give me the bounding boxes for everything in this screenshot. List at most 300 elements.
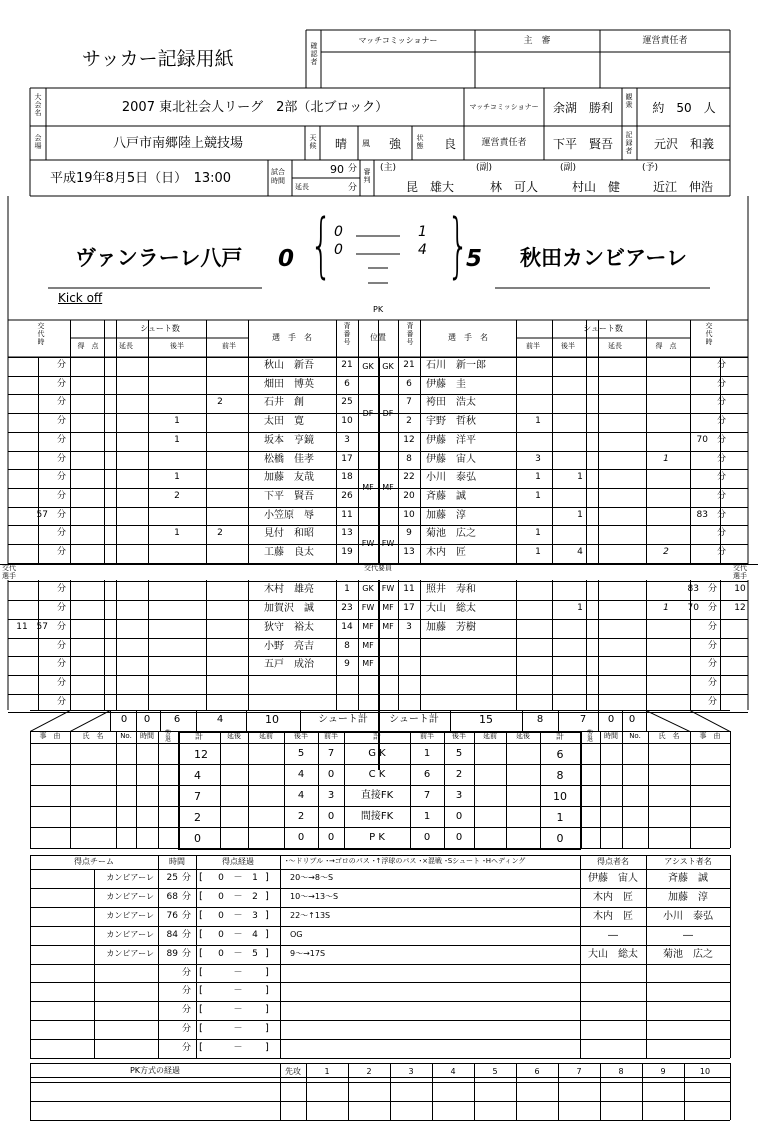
away-set-piece-total: 10 xyxy=(553,790,567,803)
wind-value: 強 xyxy=(388,137,402,151)
grid-line xyxy=(160,710,161,731)
grid-line xyxy=(30,1039,730,1040)
weather-value: 晴 xyxy=(334,137,348,151)
grid-line xyxy=(516,320,517,710)
away-second-half: 4 xyxy=(418,242,427,258)
grid-line xyxy=(622,731,623,848)
home-set-piece-second: 2 xyxy=(297,811,305,822)
away-sub-position: FW xyxy=(381,584,395,593)
away-sub-minute: 分 xyxy=(716,528,726,538)
away-shots-first: 1 xyxy=(535,491,541,501)
bracket-close: ] xyxy=(265,985,269,996)
grid-line xyxy=(300,710,301,731)
home-set-piece-total: 0 xyxy=(194,832,201,845)
bracket-close: ] xyxy=(265,1004,269,1015)
away-set-piece-second: 5 xyxy=(455,748,463,759)
home-total-second: 6 xyxy=(173,714,181,725)
grid-line xyxy=(30,1077,730,1078)
score-dash: － xyxy=(233,968,243,978)
away-first-header-stats: 前半 xyxy=(420,732,434,740)
grid-line xyxy=(148,320,149,710)
bracket-open: [ xyxy=(199,1042,203,1053)
away-shots-header: シュート数 xyxy=(583,324,623,333)
set-piece-label: P K xyxy=(369,832,385,843)
home-set-piece-first: 7 xyxy=(327,748,335,759)
right-brace: } xyxy=(447,204,470,286)
home-shots-first: 2 xyxy=(217,397,223,407)
score-dash: － xyxy=(233,873,243,883)
away-shots-first: 1 xyxy=(535,472,541,482)
home-player-number: 13 xyxy=(341,528,353,538)
commissioner-label: マッチコミッショナー xyxy=(469,103,539,111)
goal-scorer: 伊藤 宙人 xyxy=(588,873,638,884)
grid-line xyxy=(110,710,111,731)
away-set-piece-total: 0 xyxy=(556,832,564,845)
grid-line xyxy=(280,855,281,1058)
home-set-piece-total: 2 xyxy=(194,811,201,824)
home-shots-total: 10 xyxy=(265,713,279,726)
bracket-close: ] xyxy=(265,948,269,959)
away-total-ext2: 0 xyxy=(628,714,636,725)
condition-label: 状態 xyxy=(416,134,424,150)
home-sub-out-number: 11 xyxy=(16,622,28,632)
away-goals: 1 xyxy=(663,454,669,464)
away-player-name: 斉藤 誠 xyxy=(426,491,466,502)
manager-name: 下平 賢吾 xyxy=(552,137,614,151)
away-position-label: FW xyxy=(381,539,395,548)
pk-kick-number: 5 xyxy=(492,1067,498,1076)
goal-description: 22～↑13S xyxy=(290,911,331,920)
competition-name: 2007 東北社会人リーグ 2部（北ブロック） xyxy=(121,100,389,115)
competition-label: 大会名 xyxy=(34,93,42,117)
home-second-header: 後半 xyxy=(170,342,184,350)
home-player-number: 21 xyxy=(341,360,353,370)
incident-header: 事 由 xyxy=(39,732,61,740)
home-shots-header: シュート数 xyxy=(140,324,180,333)
goal-scorer: 大山 総太 xyxy=(588,949,638,960)
home-set-piece-second: 4 xyxy=(297,790,305,801)
grid-line xyxy=(136,710,137,731)
away-shots-second: 4 xyxy=(577,547,583,557)
center-header: 計 xyxy=(373,732,381,741)
home-sub-number: 1 xyxy=(344,584,350,594)
minute-unit: 分 xyxy=(182,873,192,883)
grid-line xyxy=(646,338,647,357)
minute-unit: 分 xyxy=(182,968,192,978)
goal-description: 10～→13～S xyxy=(290,892,339,901)
grid-line xyxy=(586,320,587,710)
pk-kick-number: 1 xyxy=(324,1067,330,1076)
away-set-piece-second: 2 xyxy=(455,769,463,780)
grid-line xyxy=(558,710,559,731)
away-score: 5 xyxy=(466,246,483,272)
score-dash: － xyxy=(233,949,243,959)
away-extra1-header: 延前 xyxy=(483,732,497,740)
away-player-number: 13 xyxy=(403,547,415,557)
grid-line xyxy=(248,320,249,710)
away-set-piece-first: 1 xyxy=(423,748,431,759)
grid-line xyxy=(378,710,379,731)
goal-description: 9～→17S xyxy=(290,949,326,958)
home-set-piece-total: 12 xyxy=(194,748,208,761)
no-header: No. xyxy=(120,732,132,740)
grid-line xyxy=(410,731,411,848)
home-sub-minute: 分 xyxy=(56,379,66,389)
home-total-ext: 0 xyxy=(120,714,128,725)
goal-away-score: 5 xyxy=(252,949,258,959)
commissioner-header: マッチコミッショナー xyxy=(358,36,438,45)
bracket-open: [ xyxy=(199,910,203,921)
goal-scorer: 木内 匠 xyxy=(593,892,633,903)
away-player-number: 6 xyxy=(406,379,412,389)
away-sub-minute: 分 xyxy=(716,360,726,370)
recorder-name: 元沢 和義 xyxy=(653,137,715,151)
away-player-number: 9 xyxy=(406,528,412,538)
away-second-header: 後半 xyxy=(561,342,575,350)
away-sub-minute: 70 分 xyxy=(696,435,726,445)
grid-line xyxy=(178,731,180,849)
home-sub-minute: 分 xyxy=(56,678,66,688)
grid-line xyxy=(522,710,523,731)
away-set-piece-second: 3 xyxy=(455,790,463,801)
grid-line xyxy=(540,731,541,848)
pk-label: PK xyxy=(373,305,384,314)
grid-line xyxy=(598,710,599,731)
grid-line xyxy=(598,320,599,710)
home-player-name: 坂本 亨鏡 xyxy=(264,435,314,446)
goal-minute: 84 xyxy=(166,930,178,940)
set-piece-label: G K xyxy=(368,748,386,759)
grid-line xyxy=(730,1063,731,1120)
grid-line xyxy=(30,869,730,870)
bracket-open: [ xyxy=(199,967,203,978)
grid-line xyxy=(30,1058,730,1059)
wind-label: 風 xyxy=(362,139,370,148)
grid-line xyxy=(196,855,197,1058)
assist1-name: 林 可人 xyxy=(489,180,539,194)
grid-line xyxy=(94,869,95,1058)
away-sub-minute: 83 分 xyxy=(687,584,717,594)
home-sub-minute: 分 xyxy=(56,491,66,501)
grid-line xyxy=(206,338,207,357)
bracket-close: ] xyxy=(265,967,269,978)
grid-line xyxy=(690,731,691,848)
pk-kick-number: 9 xyxy=(660,1067,666,1076)
goal-assist: 菊池 広之 xyxy=(663,949,713,960)
grid-line xyxy=(358,357,359,710)
home-sub-minute: 57 分 xyxy=(36,510,66,520)
grid-line xyxy=(158,731,159,848)
away-shots-first: 1 xyxy=(535,416,541,426)
grid-line xyxy=(558,1063,559,1120)
home-second-half: 0 xyxy=(334,242,343,258)
grid-line xyxy=(30,785,730,786)
minute-unit: 分 xyxy=(182,1005,192,1015)
grid-line xyxy=(600,731,601,848)
away-player-name: 伊藤 宙人 xyxy=(426,454,476,465)
goal-scorer: ― xyxy=(608,930,618,941)
goal-team: カンビアーレ xyxy=(106,911,154,920)
away-extra2-header: 延後 xyxy=(516,732,530,740)
home-number-header: 背番号 xyxy=(343,322,351,346)
away-goals-header: 得 点 xyxy=(655,342,677,350)
home-player-name: 下平 賢吾 xyxy=(264,491,314,502)
goal-progress-header: 得点経過 xyxy=(222,857,254,866)
away-sub-name: 加藤 芳樹 xyxy=(426,622,476,633)
grid-line xyxy=(70,731,71,848)
away-shots-first: 1 xyxy=(535,547,541,557)
home-shots-second: 1 xyxy=(174,416,180,426)
home-player-name: 松橋 佳孝 xyxy=(264,454,314,465)
away-set-piece-first: 0 xyxy=(423,832,431,843)
bracket-open: [ xyxy=(199,929,203,940)
home-position-label: MF xyxy=(362,483,374,492)
home-set-piece-second: 5 xyxy=(297,748,305,759)
away-time-header: 時間 xyxy=(604,732,618,740)
away-total-ext: 0 xyxy=(607,714,615,725)
grid-line xyxy=(516,1063,517,1120)
match-date: 平成19年8月5日（日） 13:00 xyxy=(50,171,232,186)
grid-line xyxy=(358,525,398,526)
home-set-piece-second: 4 xyxy=(297,769,305,780)
grid-line xyxy=(30,855,31,1058)
away-sub-number: 11 xyxy=(403,584,415,594)
grid-line xyxy=(684,1063,685,1120)
away-sub-out-number: 12 xyxy=(734,603,746,613)
condition-value: 良 xyxy=(443,137,457,151)
grid-line xyxy=(398,357,399,710)
home-player-number: 10 xyxy=(341,416,353,426)
away-total-header: 計 xyxy=(556,732,564,741)
away-sub-name: 大山 総太 xyxy=(426,603,476,614)
grid-line xyxy=(30,1001,730,1002)
away-shots-first: 1 xyxy=(535,528,541,538)
grid-line xyxy=(646,320,647,710)
grid-line xyxy=(580,731,582,849)
away-player-name: 小川 泰弘 xyxy=(426,472,476,483)
grid-line xyxy=(30,1063,31,1120)
away-name-header: 選 手 名 xyxy=(448,333,488,342)
home-player-name: 小笠原 辱 xyxy=(264,510,314,521)
grid-line xyxy=(284,731,285,848)
away-player-number: 8 xyxy=(406,454,412,464)
home-sub-minute: 分 xyxy=(56,697,66,707)
grid-line xyxy=(30,710,730,711)
grid-line xyxy=(30,731,31,848)
home-name-header: 選 手 名 xyxy=(272,333,312,342)
spectators-value: 約 50 人 xyxy=(652,101,716,115)
home-player-number: 19 xyxy=(341,547,353,557)
home-shots-second: 1 xyxy=(174,435,180,445)
grid-line xyxy=(580,855,581,1058)
away-player-name: 菊池 広之 xyxy=(426,528,476,539)
recorder-label: 記録者 xyxy=(625,131,633,155)
goal-scorer: 木内 匠 xyxy=(593,911,633,922)
away-set-piece-second: 0 xyxy=(455,811,463,822)
grid-line xyxy=(378,320,379,357)
grid-line xyxy=(30,827,730,828)
home-set-piece-second: 0 xyxy=(297,832,305,843)
grid-line xyxy=(30,855,730,856)
home-second-header-stats: 後半 xyxy=(294,732,308,740)
home-player-name: 加藤 友哉 xyxy=(264,472,314,483)
home-sub-position: MF xyxy=(362,622,374,631)
away-warning-header: 警退 xyxy=(586,730,593,743)
home-player-name: 見付 和昭 xyxy=(264,528,314,539)
goal-scorer-header: 得点者名 xyxy=(597,857,629,866)
fourth-name: 近江 伸浩 xyxy=(652,180,714,194)
away-sub-minute: 分 xyxy=(716,472,726,482)
home-sub-position: GK xyxy=(362,584,374,593)
goal-team: カンビアーレ xyxy=(106,873,154,882)
away-player-number: 21 xyxy=(403,360,415,370)
score-dash: － xyxy=(233,1043,243,1053)
set-piece-label: C K xyxy=(368,769,386,780)
away-total-first: 8 xyxy=(536,714,544,725)
bracket-close: ] xyxy=(265,910,269,921)
away-no-header: No. xyxy=(629,732,641,740)
grid-line xyxy=(450,710,451,731)
home-shots-second: 1 xyxy=(174,528,180,538)
home-sub-minute: 57 分 xyxy=(36,622,66,632)
grid-line xyxy=(730,731,731,848)
home-first-header: 前半 xyxy=(222,342,236,350)
home-position-label: FW xyxy=(361,539,375,548)
home-player-number: 25 xyxy=(341,397,353,407)
grid-line xyxy=(390,1063,391,1120)
goal-description: OG xyxy=(290,930,303,939)
away-shots-second: 1 xyxy=(577,472,583,482)
away-team-name: 秋田カンビアーレ xyxy=(520,246,687,270)
home-sub-minute: 分 xyxy=(56,659,66,669)
home-sub-name: 木村 雄亮 xyxy=(264,584,314,595)
goal-away-score: 2 xyxy=(252,892,258,902)
grid-line xyxy=(30,926,730,927)
home-sub-position: MF xyxy=(362,641,374,650)
away-sub-shots-second: 1 xyxy=(577,603,583,613)
grid-line xyxy=(444,731,445,848)
goal-team: カンビアーレ xyxy=(106,949,154,958)
main-ref-label: (主) xyxy=(380,163,397,173)
goal-minute: 89 xyxy=(166,949,178,959)
away-sub-minute: 分 xyxy=(716,397,726,407)
grid-line xyxy=(30,1020,730,1021)
minute-unit: 分 xyxy=(182,986,192,996)
score-dash: － xyxy=(233,1024,243,1034)
grid-line xyxy=(622,710,623,731)
home-sub-minute: 分 xyxy=(56,416,66,426)
away-set-piece-first: 1 xyxy=(423,811,431,822)
home-total-ext2: 0 xyxy=(143,714,151,725)
home-player-name: 太田 寛 xyxy=(264,416,304,427)
set-piece-label: 直接FK xyxy=(360,790,394,801)
home-shots-second: 2 xyxy=(174,491,180,501)
away-player-name: 袴田 浩太 xyxy=(426,397,476,408)
pk-kick-number: 6 xyxy=(534,1067,540,1076)
grid-line xyxy=(104,338,105,357)
kickoff-label: Kick off xyxy=(58,291,103,305)
home-shots-total-label: シュート計 xyxy=(318,714,368,725)
grid-line xyxy=(30,1120,730,1121)
bracket-open: [ xyxy=(199,948,203,959)
grid-line xyxy=(30,806,730,807)
away-set-piece-first: 6 xyxy=(423,769,431,780)
grid-line xyxy=(30,1082,730,1083)
home-total-header: 計 xyxy=(195,732,203,741)
away-sub-minute: 分 xyxy=(707,678,717,688)
home-shots-second: 1 xyxy=(174,472,180,482)
name-header: 氏 名 xyxy=(82,732,104,740)
home-player-name: 秋山 新吾 xyxy=(264,360,314,371)
home-sub-minute: 分 xyxy=(56,641,66,651)
bracket-close: ] xyxy=(265,929,269,940)
bracket-close: ] xyxy=(265,1042,269,1053)
home-sub-position: MF xyxy=(362,659,374,668)
away-player-number: 20 xyxy=(403,491,415,501)
assist1-label: (副) xyxy=(476,163,493,173)
home-player-number: 26 xyxy=(341,491,353,501)
score-dash: － xyxy=(233,892,243,902)
home-player-name: 石井 創 xyxy=(264,397,304,408)
goal-minute: 25 xyxy=(166,873,178,883)
away-sub-minute: 分 xyxy=(707,622,717,632)
home-position-label: GK xyxy=(362,361,374,371)
venue-label: 会場 xyxy=(34,134,42,150)
away-sub-out-number: 10 xyxy=(734,584,746,594)
away-sub-minute: 分 xyxy=(716,454,726,464)
away-total-second: 7 xyxy=(579,714,587,725)
referee-header: 主 審 xyxy=(523,36,551,46)
minute-unit: 分 xyxy=(182,892,192,902)
spectators-label: 観衆 xyxy=(625,93,633,109)
referee-label: 審判 xyxy=(363,168,371,184)
grid-line xyxy=(646,710,647,731)
home-sub-name: 狄守 裕太 xyxy=(264,622,314,633)
assist2-name: 村山 健 xyxy=(571,180,621,194)
home-sub-number: 14 xyxy=(341,622,353,632)
home-player-name: 工藤 良太 xyxy=(264,547,314,558)
main-ref-name: 昆 雄大 xyxy=(405,180,455,194)
away-sub-goals: 1 xyxy=(663,603,669,613)
grid-line xyxy=(348,1063,349,1120)
grid-line xyxy=(70,320,71,710)
goal-time-header: 時間 xyxy=(169,857,185,866)
minute-unit: 分 xyxy=(182,1024,192,1034)
home-total-first: 4 xyxy=(216,714,224,725)
bracket-open: [ xyxy=(199,891,203,902)
away-set-piece-total: 6 xyxy=(556,748,564,761)
home-first-half: 0 xyxy=(334,224,343,240)
match-time-unit: 分 xyxy=(348,164,358,174)
score-dash: － xyxy=(233,986,243,996)
grid-line xyxy=(506,731,507,848)
warning-header: 警退 xyxy=(164,730,171,743)
pk-kick-number: 3 xyxy=(408,1067,414,1076)
away-set-piece-second: 0 xyxy=(455,832,463,843)
grid-line xyxy=(178,848,581,850)
grid-line xyxy=(586,338,587,357)
grid-line xyxy=(30,1063,730,1064)
goal-home-score: 0 xyxy=(218,949,224,959)
assist2-label: (副) xyxy=(560,163,577,173)
home-extra-header: 延長 xyxy=(119,342,133,350)
grid-line xyxy=(30,907,730,908)
home-extra1-header: 延前 xyxy=(259,732,273,740)
home-set-piece-first: 3 xyxy=(327,790,335,801)
grid-line xyxy=(104,320,105,710)
left-brace: { xyxy=(310,204,333,286)
goal-assist: 小川 泰弘 xyxy=(663,911,713,922)
